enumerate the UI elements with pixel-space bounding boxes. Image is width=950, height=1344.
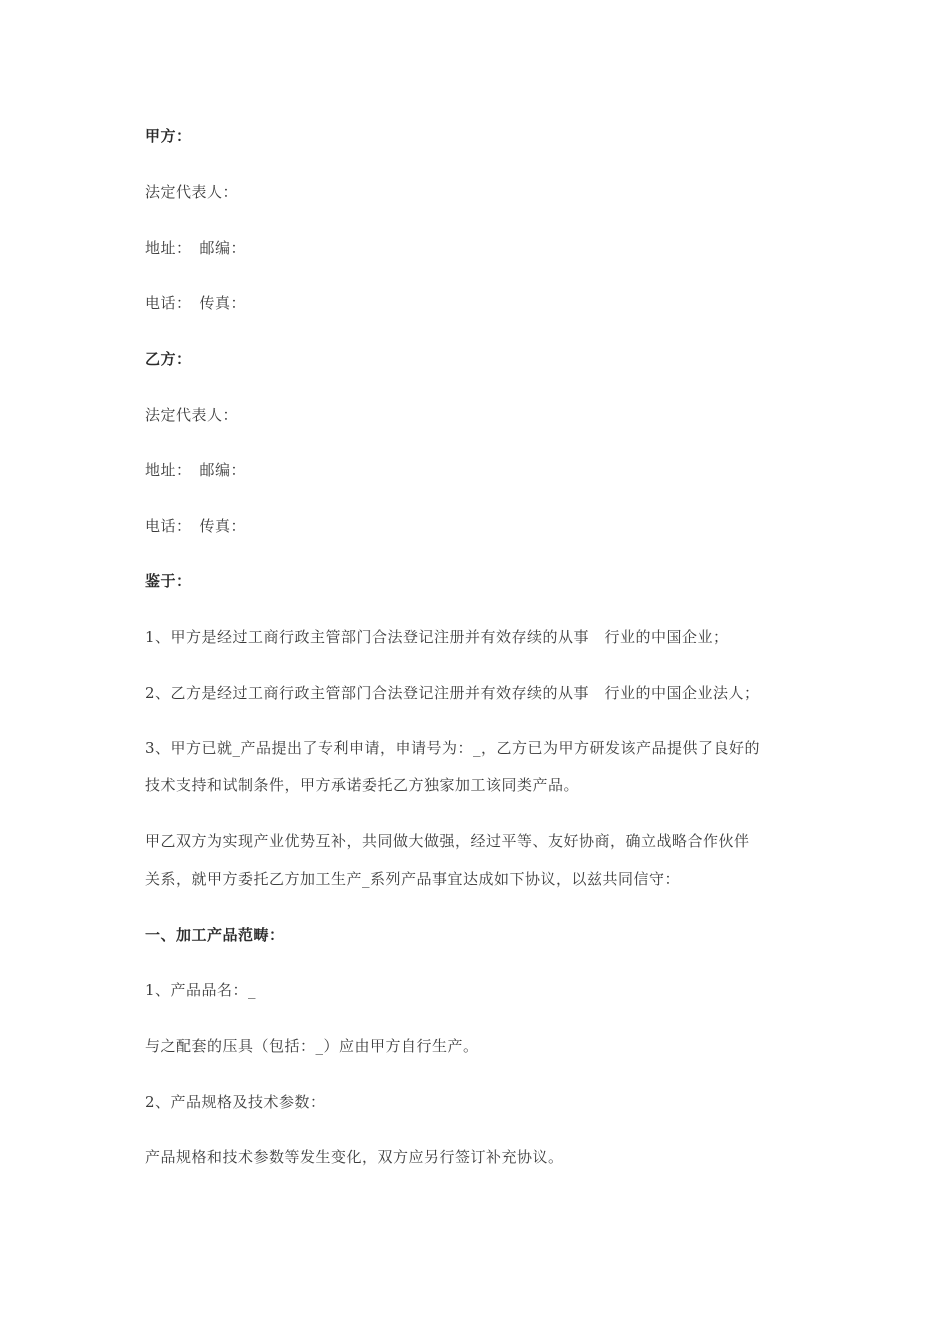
party-b-legal-rep: 法定代表人： [145, 406, 239, 424]
section-1-heading: 一、加工产品范畴： [145, 926, 285, 944]
party-a-legal-rep: 法定代表人： [145, 183, 239, 201]
party-a-phone: 电话： 传真： [145, 294, 247, 312]
party-b-heading: 乙方： [145, 350, 192, 368]
whereas-item-2: 2、乙方是经过工商行政主管部门合法登记注册并有效存续的从事 行业的中国企业法人； [145, 684, 760, 702]
whereas-item-1: 1、甲方是经过工商行政主管部门合法登记注册并有效存续的从事 行业的中国企业； [145, 628, 729, 646]
whereas-heading: 鉴于： [145, 572, 192, 590]
section-1-item-1-note: 与之配套的压具（包括：_）应由甲方自行生产。 [145, 1037, 479, 1055]
party-a-address: 地址： 邮编： [145, 239, 247, 257]
whereas-item-3-line-2: 技术支持和试制条件，甲方承诺委托乙方独家加工该同类产品。 [145, 776, 580, 794]
section-1-item-1: 1、产品品名：_ [145, 981, 257, 999]
section-1-item-2: 2、产品规格及技术参数： [145, 1093, 326, 1111]
party-b-address: 地址： 邮编： [145, 461, 247, 479]
preamble-line-2: 关系，就甲方委托乙方加工生产_系列产品事宜达成如下协议，以兹共同信守： [145, 870, 681, 888]
whereas-item-3-line-1: 3、甲方已就_产品提出了专利申请，申请号为：_，乙方已为甲方研发该产品提供了良好的 [145, 739, 761, 757]
preamble-line-1: 甲乙双方为实现产业优势互补，共同做大做强，经过平等、友好协商，确立战略合作伙伴 [145, 832, 750, 850]
party-a-heading: 甲方： [145, 127, 192, 145]
section-1-item-2-note: 产品规格和技术参数等发生变化，双方应另行签订补充协议。 [145, 1148, 564, 1166]
party-b-phone: 电话： 传真： [145, 517, 247, 535]
